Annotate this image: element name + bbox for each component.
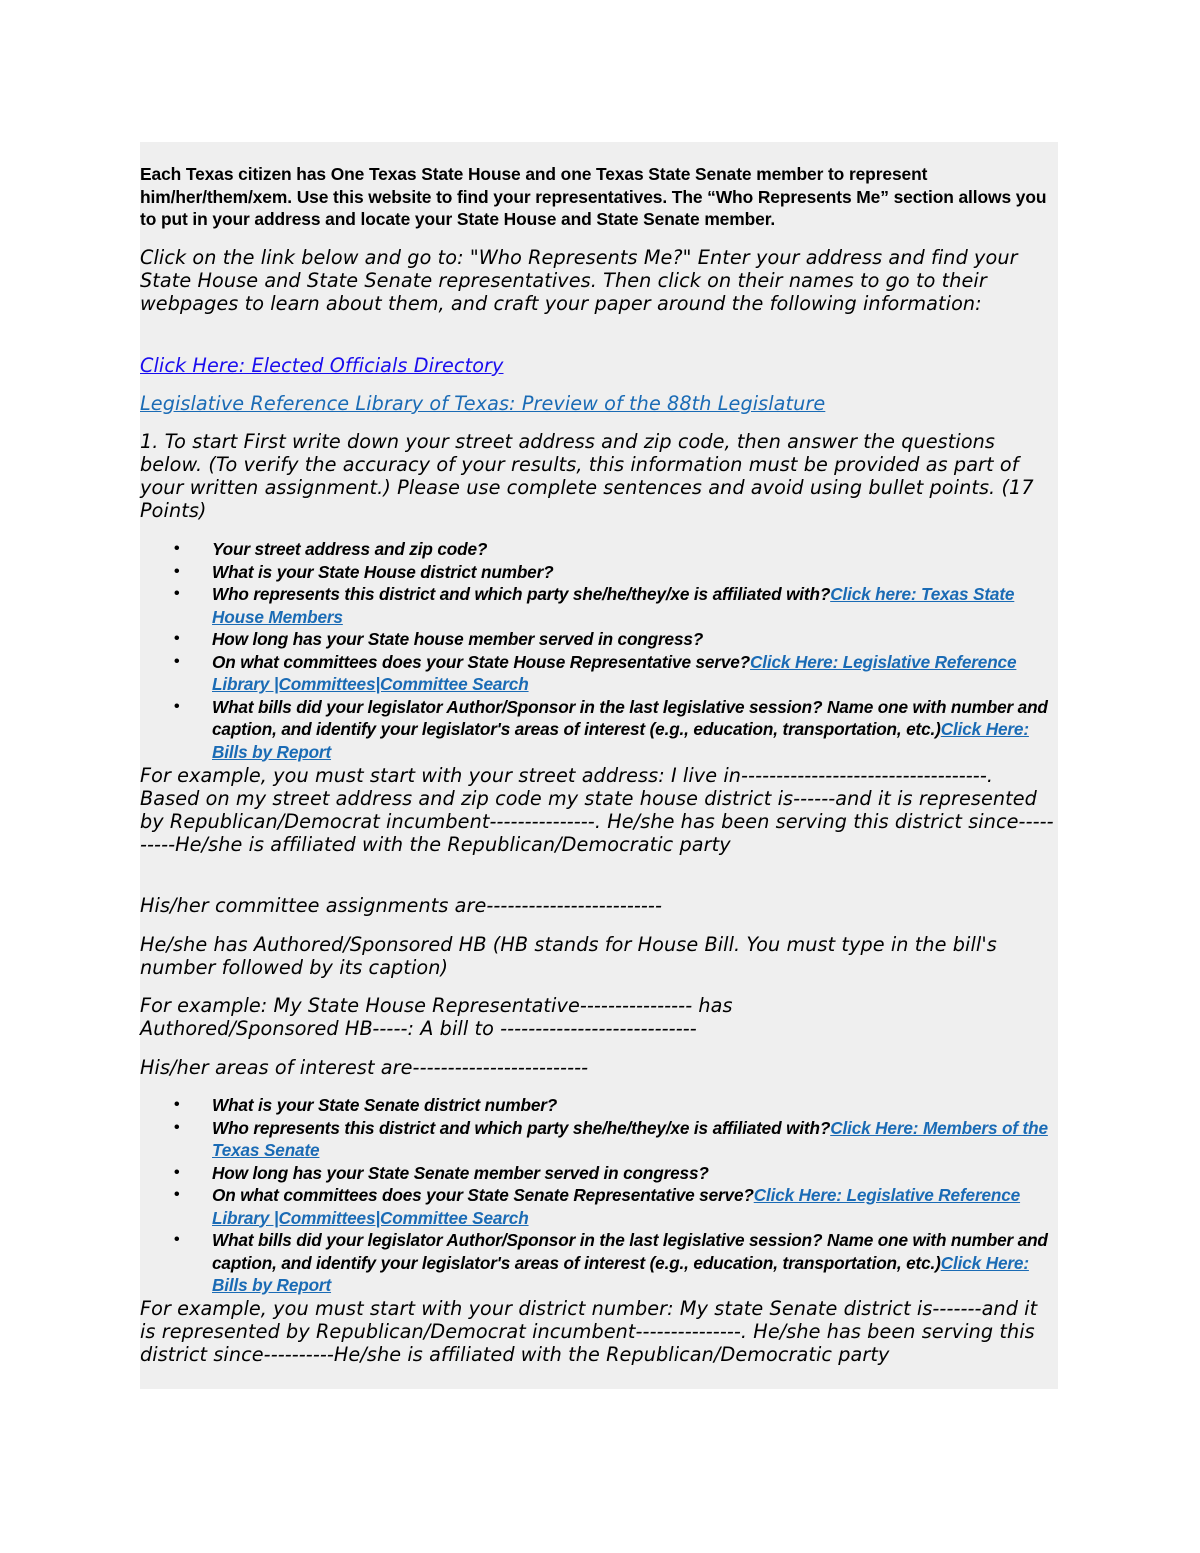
bullet-icon: • xyxy=(174,1186,180,1203)
list-item: • On what committees does your State House Representative serve?Click Here: Legislative Reference Library |Committees|Committee Search xyxy=(174,651,1017,694)
intro-paragraph: Each Texas citizen has One Texas State House and one Texas State Senate member to represent him/her/them/xem. Use this website to find your representatives. The “Who Represents Me” section allows you to put in your address and locate your State House and State Senate member. xyxy=(140,164,1047,229)
bullet-icon: • xyxy=(174,652,180,670)
elected-officials-link[interactable]: Click Here: Elected Officials Directory xyxy=(140,354,504,377)
house-example-paragraph: For example, you must start with your street address: I live in-----------------------------------. Based on my street address and zip code my state house district is------and it is represented by Republican/Democrat incumbent---------------. He/she has been serving this district since----------He/she is affiliated with the Republican/Democratic party xyxy=(140,764,1054,856)
list-item: • How long has your State house member served in congress? xyxy=(174,629,704,649)
senate-committee-search-link[interactable]: Click Here: Legislative Reference Library |Committees|Committee Search xyxy=(212,1185,1021,1228)
list-item: • Who represents this district and which party she/he/they/xe is affiliated with?Click Here: Members of the Texas Senate xyxy=(174,1117,1048,1160)
bullet-icon: • xyxy=(174,585,180,602)
bullet-icon: • xyxy=(174,1231,180,1248)
lrl-preview-line xyxy=(140,392,1058,415)
list-item: • Who represents this district and which party she/he/they/xe is affiliated with?Click here: Texas State House Members xyxy=(174,584,1015,627)
committee-line: His/her committee assignments are------------------------- xyxy=(140,894,662,917)
list-item: • What bills did your legislator Author/Sponsor in the last legislative session? Name one with number and caption, and identify your legislator's areas of interest (e.g., education, transportation, etc.)Click Here: Bills by Report xyxy=(174,1230,1048,1295)
authored-example: For example: My State House Representative---------------- has Authored/Sponsored HB-----: A bill to ---------------------------- xyxy=(140,994,733,1040)
bullet-icon: • xyxy=(174,630,180,647)
bullet-icon: • xyxy=(174,1096,180,1113)
instructions-paragraph: Click on the link below and go to: "Who Represents Me?" Enter your address and find your State House and State Senate representatives. Then click on their names to go to their webpages to learn about them, and craft your paper around the following information: xyxy=(140,246,1018,315)
list-item: • On what committees does your State Senate Representative serve?Click Here: Legislative Reference Library |Committees|Committee Search xyxy=(174,1185,1021,1228)
list-item: • What is your State House district number? xyxy=(174,561,554,582)
senate-bills-by-report-link[interactable]: Click Here: Bills by Report xyxy=(212,1252,1029,1295)
bullet-icon: • xyxy=(174,697,180,715)
authored-line: He/she has Authored/Sponsored HB (HB stands for House Bill. You must type in the bill's number followed by its caption) xyxy=(140,933,997,979)
texas-house-members-link[interactable]: Click here: Texas State House Members xyxy=(212,584,1015,627)
list-item: • What is your State Senate district number? xyxy=(174,1095,558,1115)
lrl-preview-link[interactable]: Legislative Reference Library of Texas: Preview of the 88th Legislature xyxy=(140,392,826,415)
bullet-icon: • xyxy=(174,540,180,557)
bullet-icon: • xyxy=(174,1118,180,1136)
senate-question-list xyxy=(140,1094,1058,1297)
texas-senate-members-link[interactable]: Click Here: Members of the Texas Senate xyxy=(212,1117,1048,1160)
list-item: • How long has your State Senate member served in congress? xyxy=(174,1162,709,1183)
step-one-paragraph: 1. To start First write down your street address and zip code, then answer the questions below. (To verify the accuracy of your results, this information must be provided as part of your written assignment.) Please use complete sentences and avoid using bullet points. (17 Points) xyxy=(140,430,1034,522)
list-item: • Your street address and zip code? xyxy=(174,539,488,559)
bullet-icon: • xyxy=(174,1163,180,1181)
house-committee-search-link[interactable]: Click Here: Legislative Reference Library |Committees|Committee Search xyxy=(212,651,1017,694)
elected-officials-line xyxy=(140,354,1058,377)
interest-line: His/her areas of interest are------------------------- xyxy=(140,1056,589,1079)
list-item: • What bills did your legislator Author/Sponsor in the last legislative session? Name one with number and caption, and identify your legislator's areas of interest (e.g., education, transportation, etc.)Click Here: Bills by Report xyxy=(174,696,1048,762)
senate-example-paragraph: For example, you must start with your district number: My state Senate district is-------and it is represented by Republican/Democrat incumbent---------------. He/she has been serving this district since----------He/she is affiliated with the Republican/Democratic party xyxy=(140,1297,1038,1366)
house-question-list xyxy=(140,538,1058,763)
bullet-icon: • xyxy=(174,562,180,580)
house-bills-by-report-link[interactable]: Click Here: Bills by Report xyxy=(212,719,1029,762)
